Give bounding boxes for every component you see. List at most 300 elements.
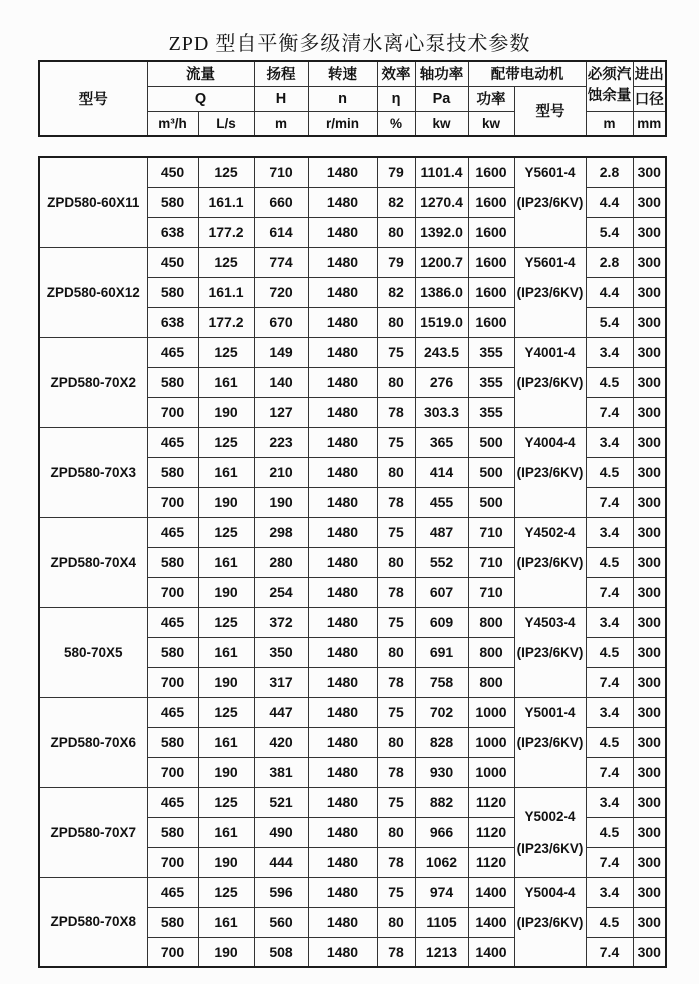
cell-flow-m3h: 700 — [147, 397, 198, 427]
cell-efficiency: 78 — [377, 577, 415, 607]
cell-flow-ls: 125 — [198, 697, 254, 727]
cell-efficiency: 75 — [377, 337, 415, 367]
cell-efficiency: 75 — [377, 517, 415, 547]
cell-flow-ls: 125 — [198, 157, 254, 187]
cell-speed: 1480 — [308, 667, 377, 697]
pump-model-cell: ZPD580-70X4 — [39, 517, 147, 607]
cell-head: 560 — [254, 907, 308, 937]
cell-port: 300 — [633, 907, 666, 937]
table-row — [39, 247, 666, 277]
cell-speed: 1480 — [308, 907, 377, 937]
cell-head: 127 — [254, 397, 308, 427]
cell-flow-m3h: 638 — [147, 217, 198, 247]
cell-npsh: 3.4 — [586, 877, 633, 907]
cell-shaft-power: 758 — [415, 667, 468, 697]
cell-shaft-power: 276 — [415, 367, 468, 397]
cell-head: 774 — [254, 247, 308, 277]
cell-efficiency: 78 — [377, 757, 415, 787]
cell-motor-power: 1600 — [468, 217, 514, 247]
cell-motor-power: 500 — [468, 487, 514, 517]
cell-speed: 1480 — [308, 307, 377, 337]
cell-flow-m3h: 580 — [147, 817, 198, 847]
cell-motor-power: 1120 — [468, 817, 514, 847]
cell-flow-ls: 161 — [198, 637, 254, 667]
motor-spec: (IP23/6KV) — [516, 464, 584, 480]
cell-efficiency: 78 — [377, 847, 415, 877]
header-motor-model: 型号 — [514, 86, 586, 136]
cell-head: 190 — [254, 487, 308, 517]
cell-head: 223 — [254, 427, 308, 457]
cell-speed: 1480 — [308, 457, 377, 487]
cell-flow-m3h: 700 — [147, 757, 198, 787]
pump-model-cell: ZPD580-70X2 — [39, 337, 147, 427]
cell-speed: 1480 — [308, 817, 377, 847]
cell-port: 300 — [633, 277, 666, 307]
cell-shaft-power: 1270.4 — [415, 187, 468, 217]
cell-head: 710 — [254, 157, 308, 187]
cell-flow-ls: 125 — [198, 337, 254, 367]
cell-head: 447 — [254, 697, 308, 727]
cell-head: 596 — [254, 877, 308, 907]
cell-port: 300 — [633, 667, 666, 697]
cell-flow-m3h: 700 — [147, 487, 198, 517]
cell-port: 300 — [633, 247, 666, 277]
table-row — [39, 607, 666, 637]
cell-efficiency: 80 — [377, 907, 415, 937]
cell-flow-m3h: 580 — [147, 907, 198, 937]
header-motor: 配带电动机 — [468, 61, 586, 86]
motor-cell — [514, 697, 586, 787]
motor-model: Y5004-4 — [524, 884, 576, 900]
header-shaft-power-unit: kw — [415, 111, 468, 136]
cell-port: 300 — [633, 787, 666, 817]
cell-flow-ls: 190 — [198, 577, 254, 607]
motor-spec: (IP23/6KV) — [516, 644, 584, 660]
cell-shaft-power: 691 — [415, 637, 468, 667]
cell-speed: 1480 — [308, 727, 377, 757]
cell-flow-m3h: 465 — [147, 517, 198, 547]
cell-flow-ls: 161 — [198, 817, 254, 847]
cell-efficiency: 75 — [377, 427, 415, 457]
cell-flow-ls: 125 — [198, 607, 254, 637]
cell-shaft-power: 828 — [415, 727, 468, 757]
cell-head: 660 — [254, 187, 308, 217]
cell-efficiency: 78 — [377, 667, 415, 697]
cell-efficiency: 75 — [377, 877, 415, 907]
cell-speed: 1480 — [308, 337, 377, 367]
cell-head: 298 — [254, 517, 308, 547]
cell-motor-power: 1000 — [468, 727, 514, 757]
cell-motor-power: 1400 — [468, 937, 514, 967]
cell-npsh: 3.4 — [586, 787, 633, 817]
cell-flow-m3h: 580 — [147, 367, 198, 397]
header-speed-unit: r/min — [308, 111, 377, 136]
cell-flow-ls: 161 — [198, 367, 254, 397]
header-shaft-power: 轴功率 — [415, 61, 468, 86]
header-npsh-unit: m — [586, 111, 633, 136]
motor-spec: (IP23/6KV) — [516, 734, 584, 750]
cell-npsh: 7.4 — [586, 487, 633, 517]
cell-speed: 1480 — [308, 397, 377, 427]
cell-shaft-power: 1062 — [415, 847, 468, 877]
cell-motor-power: 1600 — [468, 187, 514, 217]
header-speed: 转速 — [308, 61, 377, 86]
cell-flow-ls: 190 — [198, 397, 254, 427]
data-table — [38, 156, 667, 968]
cell-npsh: 7.4 — [586, 397, 633, 427]
cell-npsh: 4.5 — [586, 907, 633, 937]
cell-port: 300 — [633, 517, 666, 547]
cell-port: 300 — [633, 757, 666, 787]
cell-flow-m3h: 700 — [147, 937, 198, 967]
motor-model: Y4001-4 — [524, 344, 576, 360]
cell-motor-power: 1400 — [468, 907, 514, 937]
cell-motor-power: 1600 — [468, 307, 514, 337]
cell-head: 614 — [254, 217, 308, 247]
pump-model-cell: ZPD580-60X11 — [39, 157, 147, 247]
cell-head: 254 — [254, 577, 308, 607]
cell-npsh: 7.4 — [586, 937, 633, 967]
header-row-1 — [39, 61, 666, 86]
motor-cell — [514, 427, 586, 517]
cell-motor-power: 1600 — [468, 277, 514, 307]
cell-flow-ls: 190 — [198, 937, 254, 967]
header-port-line2: 口径 — [633, 86, 666, 111]
pump-model-cell: ZPD580-60X12 — [39, 247, 147, 337]
motor-model: Y5601-4 — [524, 165, 576, 180]
header-flow: 流量 — [147, 61, 254, 86]
cell-motor-power: 355 — [468, 337, 514, 367]
motor-spec: (IP23/6KV) — [516, 554, 584, 570]
cell-flow-m3h: 700 — [147, 577, 198, 607]
page-title: ZPD 型自平衡多级清水离心泵技术参数 — [168, 33, 531, 55]
cell-shaft-power: 1392.0 — [415, 217, 468, 247]
cell-motor-power: 1000 — [468, 757, 514, 787]
cell-speed: 1480 — [308, 217, 377, 247]
cell-motor-power: 355 — [468, 397, 514, 427]
cell-motor-power: 500 — [468, 457, 514, 487]
cell-port: 300 — [633, 697, 666, 727]
motor-cell — [514, 337, 586, 427]
cell-speed: 1480 — [308, 937, 377, 967]
cell-npsh: 7.4 — [586, 847, 633, 877]
cell-flow-m3h: 450 — [147, 247, 198, 277]
cell-speed: 1480 — [308, 487, 377, 517]
motor-cell — [514, 247, 586, 337]
cell-efficiency: 80 — [377, 217, 415, 247]
table-row — [39, 877, 666, 907]
pump-model-cell: ZPD580-70X8 — [39, 877, 147, 967]
pump-model-cell: ZPD580-70X3 — [39, 427, 147, 517]
table-row — [39, 787, 666, 817]
motor-spec: (IP23/6KV) — [516, 914, 584, 930]
cell-flow-m3h: 580 — [147, 457, 198, 487]
cell-flow-ls: 190 — [198, 847, 254, 877]
motor-cell — [514, 157, 586, 247]
cell-flow-m3h: 465 — [147, 607, 198, 637]
cell-flow-ls: 161 — [198, 727, 254, 757]
cell-speed: 1480 — [308, 877, 377, 907]
cell-flow-ls: 125 — [198, 427, 254, 457]
cell-npsh: 3.4 — [586, 607, 633, 637]
header-port-unit: mm — [633, 111, 666, 136]
cell-npsh: 5.4 — [586, 217, 633, 247]
header-port-line1: 进出 — [633, 61, 666, 86]
cell-head: 149 — [254, 337, 308, 367]
table-row — [39, 697, 666, 727]
cell-efficiency: 78 — [377, 487, 415, 517]
cell-head: 372 — [254, 607, 308, 637]
cell-head: 490 — [254, 817, 308, 847]
cell-shaft-power: 607 — [415, 577, 468, 607]
motor-cell — [514, 607, 586, 697]
cell-head: 720 — [254, 277, 308, 307]
header-flow-symbol: Q — [147, 86, 254, 111]
cell-flow-ls: 125 — [198, 787, 254, 817]
cell-port: 300 — [633, 487, 666, 517]
cell-motor-power: 800 — [468, 637, 514, 667]
cell-speed: 1480 — [308, 847, 377, 877]
cell-shaft-power: 455 — [415, 487, 468, 517]
cell-speed: 1480 — [308, 547, 377, 577]
cell-port: 300 — [633, 457, 666, 487]
cell-shaft-power: 1101.4 — [415, 157, 468, 187]
cell-efficiency: 80 — [377, 817, 415, 847]
cell-motor-power: 710 — [468, 547, 514, 577]
cell-head: 420 — [254, 727, 308, 757]
cell-flow-ls: 125 — [198, 877, 254, 907]
cell-motor-power: 800 — [468, 607, 514, 637]
cell-head: 140 — [254, 367, 308, 397]
motor-model: Y4004-4 — [524, 434, 576, 450]
cell-head: 444 — [254, 847, 308, 877]
cell-motor-power: 1000 — [468, 697, 514, 727]
motor-model: Y4503-4 — [524, 614, 576, 630]
cell-flow-m3h: 580 — [147, 277, 198, 307]
cell-speed: 1480 — [308, 187, 377, 217]
cell-speed: 1480 — [308, 787, 377, 817]
motor-model: Y5601-4 — [524, 254, 576, 270]
cell-efficiency: 79 — [377, 247, 415, 277]
header-model: 型号 — [39, 61, 147, 136]
header-efficiency: 效率 — [377, 61, 415, 86]
header-npsh-line1: 必须汽 — [587, 67, 632, 84]
cell-port: 300 — [633, 937, 666, 967]
cell-port: 300 — [633, 397, 666, 427]
cell-port: 300 — [633, 877, 666, 907]
pump-model-cell: ZPD580-70X7 — [39, 787, 147, 877]
motor-cell — [514, 517, 586, 607]
cell-speed: 1480 — [308, 367, 377, 397]
cell-flow-m3h: 580 — [147, 547, 198, 577]
cell-flow-m3h: 580 — [147, 187, 198, 217]
motor-spec: (IP23/6KV) — [516, 195, 584, 210]
cell-shaft-power: 1200.7 — [415, 247, 468, 277]
header-head-symbol: H — [254, 86, 308, 111]
cell-shaft-power: 1213 — [415, 937, 468, 967]
cell-efficiency: 79 — [377, 157, 415, 187]
cell-flow-ls: 190 — [198, 667, 254, 697]
cell-flow-ls: 161 — [198, 547, 254, 577]
cell-efficiency: 80 — [377, 547, 415, 577]
cell-npsh: 4.5 — [586, 547, 633, 577]
cell-efficiency: 75 — [377, 787, 415, 817]
cell-flow-m3h: 465 — [147, 697, 198, 727]
cell-efficiency: 75 — [377, 607, 415, 637]
cell-port: 300 — [633, 727, 666, 757]
cell-head: 670 — [254, 307, 308, 337]
cell-head: 317 — [254, 667, 308, 697]
cell-speed: 1480 — [308, 637, 377, 667]
cell-port: 300 — [633, 367, 666, 397]
cell-flow-ls: 125 — [198, 247, 254, 277]
cell-npsh: 4.5 — [586, 727, 633, 757]
cell-port: 300 — [633, 577, 666, 607]
cell-motor-power: 355 — [468, 367, 514, 397]
cell-head: 350 — [254, 637, 308, 667]
cell-efficiency: 80 — [377, 307, 415, 337]
motor-model: Y4502-4 — [524, 524, 576, 540]
cell-port: 300 — [633, 307, 666, 337]
header-flow-unit-m3h: m³/h — [147, 111, 198, 136]
cell-head: 508 — [254, 937, 308, 967]
cell-speed: 1480 — [308, 157, 377, 187]
cell-efficiency: 75 — [377, 697, 415, 727]
header-speed-symbol: n — [308, 86, 377, 111]
cell-motor-power: 710 — [468, 517, 514, 547]
cell-motor-power: 710 — [468, 577, 514, 607]
cell-npsh: 5.4 — [586, 307, 633, 337]
cell-motor-power: 1400 — [468, 877, 514, 907]
cell-flow-ls: 177.2 — [198, 307, 254, 337]
cell-speed: 1480 — [308, 757, 377, 787]
cell-npsh: 4.5 — [586, 457, 633, 487]
cell-efficiency: 80 — [377, 637, 415, 667]
cell-port: 300 — [633, 157, 666, 187]
cell-shaft-power: 966 — [415, 817, 468, 847]
cell-shaft-power: 303.3 — [415, 397, 468, 427]
cell-shaft-power: 365 — [415, 427, 468, 457]
cell-flow-m3h: 580 — [147, 727, 198, 757]
cell-flow-ls: 161 — [198, 457, 254, 487]
table-row — [39, 337, 666, 367]
cell-motor-power: 1120 — [468, 787, 514, 817]
pump-model-cell: ZPD580-70X6 — [39, 697, 147, 787]
header-table — [38, 60, 667, 137]
cell-head: 210 — [254, 457, 308, 487]
cell-efficiency: 80 — [377, 727, 415, 757]
cell-npsh: 7.4 — [586, 577, 633, 607]
cell-flow-m3h: 638 — [147, 307, 198, 337]
cell-speed: 1480 — [308, 577, 377, 607]
cell-npsh: 7.4 — [586, 667, 633, 697]
cell-efficiency: 80 — [377, 457, 415, 487]
cell-port: 300 — [633, 547, 666, 577]
cell-speed: 1480 — [308, 517, 377, 547]
cell-head: 381 — [254, 757, 308, 787]
cell-port: 300 — [633, 847, 666, 877]
cell-motor-power: 1120 — [468, 847, 514, 877]
cell-head: 280 — [254, 547, 308, 577]
cell-npsh: 4.5 — [586, 817, 633, 847]
cell-port: 300 — [633, 217, 666, 247]
cell-speed: 1480 — [308, 277, 377, 307]
cell-flow-m3h: 700 — [147, 667, 198, 697]
cell-efficiency: 78 — [377, 397, 415, 427]
pump-model-cell: 580-70X5 — [39, 607, 147, 697]
motor-spec: (IP23/6KV) — [516, 374, 584, 390]
header-head: 扬程 — [254, 61, 308, 86]
cell-npsh: 3.4 — [586, 427, 633, 457]
cell-speed: 1480 — [308, 697, 377, 727]
cell-flow-ls: 125 — [198, 517, 254, 547]
cell-shaft-power: 243.5 — [415, 337, 468, 367]
cell-npsh: 2.8 — [586, 157, 633, 187]
table-row — [39, 517, 666, 547]
header-motor-power: 功率 — [468, 86, 514, 111]
cell-flow-ls: 177.2 — [198, 217, 254, 247]
cell-flow-ls: 161.1 — [198, 277, 254, 307]
cell-npsh: 4.5 — [586, 637, 633, 667]
cell-motor-power: 500 — [468, 427, 514, 457]
cell-npsh: 3.4 — [586, 517, 633, 547]
table-row — [39, 427, 666, 457]
cell-shaft-power: 974 — [415, 877, 468, 907]
cell-efficiency: 82 — [377, 277, 415, 307]
header-head-unit: m — [254, 111, 308, 136]
cell-flow-ls: 190 — [198, 757, 254, 787]
header-flow-unit-ls: L/s — [198, 111, 254, 136]
cell-port: 300 — [633, 337, 666, 367]
cell-flow-ls: 190 — [198, 487, 254, 517]
cell-flow-m3h: 450 — [147, 157, 198, 187]
cell-efficiency: 80 — [377, 367, 415, 397]
cell-shaft-power: 1386.0 — [415, 277, 468, 307]
cell-npsh: 4.5 — [586, 367, 633, 397]
cell-flow-m3h: 700 — [147, 847, 198, 877]
header-npsh — [586, 61, 633, 111]
cell-efficiency: 82 — [377, 187, 415, 217]
cell-shaft-power: 882 — [415, 787, 468, 817]
cell-shaft-power: 1519.0 — [415, 307, 468, 337]
cell-npsh: 2.8 — [586, 247, 633, 277]
cell-shaft-power: 487 — [415, 517, 468, 547]
cell-shaft-power: 1105 — [415, 907, 468, 937]
header-shaft-power-symbol: Pa — [415, 86, 468, 111]
cell-flow-ls: 161 — [198, 907, 254, 937]
cell-motor-power: 1600 — [468, 247, 514, 277]
motor-model: Y5002-4 — [524, 808, 576, 824]
motor-model: Y5001-4 — [524, 704, 576, 720]
cell-port: 300 — [633, 187, 666, 217]
header-efficiency-unit: % — [377, 111, 415, 136]
cell-npsh: 7.4 — [586, 757, 633, 787]
table-row — [39, 157, 666, 187]
cell-flow-m3h: 465 — [147, 427, 198, 457]
cell-flow-m3h: 465 — [147, 787, 198, 817]
cell-npsh: 3.4 — [586, 697, 633, 727]
motor-spec: (IP23/6KV) — [516, 840, 584, 856]
cell-shaft-power: 930 — [415, 757, 468, 787]
cell-speed: 1480 — [308, 247, 377, 277]
cell-speed: 1480 — [308, 427, 377, 457]
cell-port: 300 — [633, 817, 666, 847]
cell-shaft-power: 552 — [415, 547, 468, 577]
cell-speed: 1480 — [308, 607, 377, 637]
cell-port: 300 — [633, 607, 666, 637]
cell-motor-power: 1600 — [468, 157, 514, 187]
cell-efficiency: 78 — [377, 937, 415, 967]
